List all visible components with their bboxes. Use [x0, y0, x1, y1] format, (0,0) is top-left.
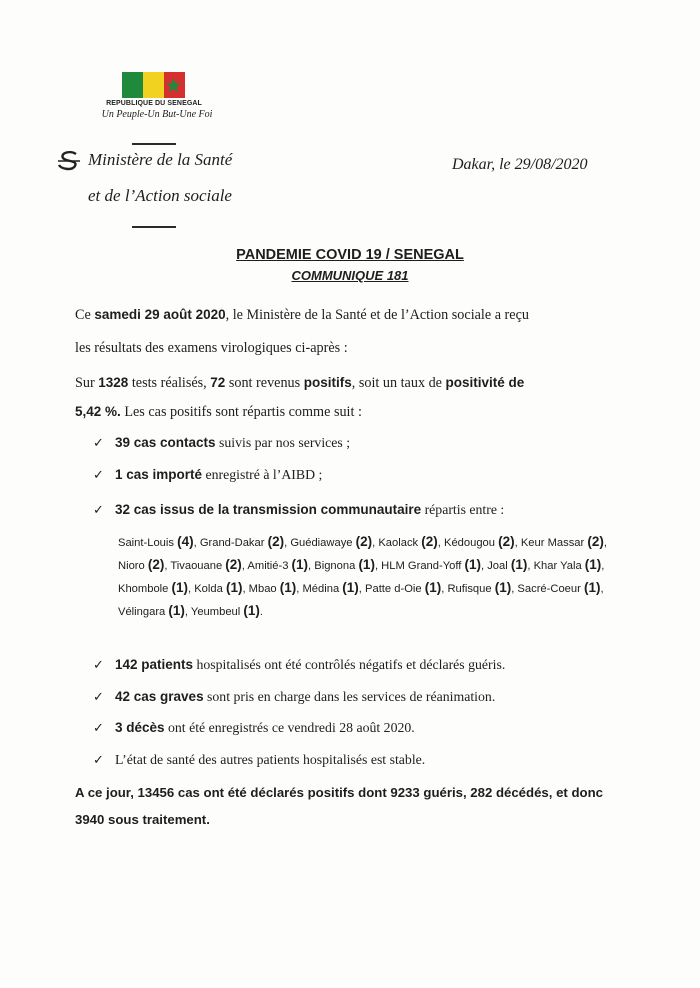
text: hospitalisés ont été contrôlés négatifs et déclarés guéris. [193, 657, 506, 672]
region-name: Patte d-Oie [365, 583, 425, 595]
region-count: (1) [171, 580, 188, 595]
region-entry [302, 580, 359, 595]
region-name: Grand-Dakar [199, 537, 268, 549]
region-count: (1) [584, 557, 602, 572]
region-entry [118, 534, 194, 549]
region-name: Vélingara [118, 606, 169, 618]
region-name: Rufisque [447, 583, 495, 595]
region-name: Khombole [118, 583, 172, 595]
text: , le Ministère de la Santé et de l’Action sociale a reçu [225, 307, 529, 323]
check-icon: ✓ [93, 657, 104, 672]
region-name: Médina [302, 583, 343, 595]
region-name: Joal [487, 560, 511, 572]
check-icon: ✓ [93, 689, 104, 704]
national-motto: Un Peuple-Un But-Une Foi [101, 109, 213, 120]
check-icon: ✓ [93, 467, 104, 482]
region-name: Khar Yala [533, 560, 585, 572]
region-entry [194, 580, 243, 595]
text-bold: 39 cas contacts [115, 435, 216, 450]
text: ont été enregistrés ce vendredi 28 août 2020. [164, 720, 415, 735]
text: suivis par nos services ; [215, 435, 351, 450]
region-entry [248, 580, 297, 595]
region-name: Kaolack [378, 537, 422, 549]
region-entry [290, 534, 373, 549]
intro-line-2 [75, 339, 348, 358]
text: sont pris en charge dans les services de réanimation. [203, 689, 496, 704]
check-icon: ✓ [93, 752, 104, 767]
text: L’état de santé des autres patients hospitalisés est stable. [115, 752, 426, 767]
region-entry [381, 557, 481, 572]
region-entry [118, 603, 185, 618]
region-entry [314, 557, 375, 572]
text: les résultats des examens virologiques ci-après : [75, 340, 348, 356]
text: Sur [75, 375, 99, 391]
region-entry [378, 534, 438, 549]
region-count: (1) [583, 580, 601, 595]
region-entry [517, 580, 601, 595]
region-name: Tivaouane [170, 560, 226, 572]
region-name: Bignona [314, 560, 359, 572]
region-name: Kolda [194, 583, 226, 595]
region-entry [487, 557, 528, 572]
text-bold: positivité de [445, 375, 525, 390]
header-rule-bottom [132, 226, 176, 228]
region-count: (4) [177, 534, 194, 549]
region-count: (2) [498, 534, 515, 549]
document-title: PANDEMIE COVID 19 / SENEGAL [236, 247, 464, 263]
list-item-recovered [115, 657, 505, 673]
text: Ce [75, 307, 95, 323]
text: tests réalisés, [128, 375, 211, 391]
list-item-severe [115, 689, 495, 705]
check-icon: ✓ [93, 720, 104, 735]
region-name: Amitié-3 [247, 560, 292, 572]
text: Les cas positifs sont répartis comme suit : [120, 404, 362, 420]
ministry-emblem-icon [56, 150, 82, 172]
region-count: (1) [168, 603, 185, 618]
region-name: Yeumbeul [190, 606, 244, 618]
region-name: Mbao [248, 583, 280, 595]
region-name: Kédougou [443, 537, 499, 549]
text-bold: 142 patients [115, 657, 194, 672]
region-count: (1) [358, 557, 375, 572]
region-count: (2) [267, 534, 285, 549]
region-count: (1) [291, 557, 309, 572]
intro-date: samedi 29 août 2020 [94, 307, 226, 322]
region-entry [533, 557, 602, 572]
star-icon [165, 77, 182, 94]
region-count: (2) [147, 557, 165, 572]
region-count: (1) [494, 580, 512, 595]
list-item-deaths [115, 720, 415, 736]
region-entry [247, 557, 309, 572]
list-item-community [115, 502, 504, 518]
intro-line-3 [75, 373, 524, 393]
region-count: (1) [510, 557, 528, 572]
region-entry [118, 557, 165, 572]
header-rule-top [132, 143, 176, 145]
region-entry [443, 534, 515, 549]
region-name: HLM Grand-Yoff [381, 560, 465, 572]
communique-number: COMMUNIQUE 181 [291, 268, 409, 283]
text: répartis entre : [421, 502, 505, 517]
region-count: (2) [587, 534, 604, 549]
flag-green-stripe [122, 72, 143, 98]
region-entry [118, 580, 188, 595]
region-count: (2) [355, 534, 373, 549]
region-name: Nioro [118, 560, 148, 572]
tests-count: 1328 [98, 375, 129, 390]
region-entry [199, 534, 285, 549]
region-count: (1) [464, 557, 481, 572]
ministry-name-line2: et de l’Action sociale [88, 186, 232, 205]
positivity-rate: 5,42 %. [75, 404, 121, 419]
region-count: (1) [243, 603, 260, 618]
region-entry [365, 580, 442, 595]
ministry-name-line1: Ministère de la Santé [88, 150, 233, 169]
text-bold: 32 cas issus de la transmission communautaire [115, 502, 422, 517]
document-date: Dakar, le 29/08/2020 [452, 156, 588, 173]
region-entry [170, 557, 242, 572]
country-name: REPUBLIQUE DU SENEGAL [106, 100, 202, 107]
region-count: (2) [225, 557, 242, 572]
intro-line-1 [75, 305, 529, 325]
intro-line-4 [75, 402, 362, 422]
text-bold: 3 décès [115, 720, 165, 735]
region-entry [520, 534, 604, 549]
list-item-stable [115, 752, 425, 768]
region-name: Saint-Louis [118, 537, 178, 549]
region-name: Sacré-Coeur [517, 583, 584, 595]
check-icon: ✓ [93, 502, 104, 517]
region-name: Keur Massar [520, 537, 588, 549]
positive-count: 72 [210, 375, 226, 390]
region-list: Saint-Louis (4), Grand-Dakar (2), Guédiawaye (2), Kaolack (2), Kédougou (2), Keur Massar (2), Nioro (2), Tivaouane (2), Amitié-3 (1), Bignona (1), HLM Grand-Yoff (1), Joal (1), Khar Yala (1), Khombole (1), Kolda (1), Mbao (1), Médina (1), Patte d-Oie (1), Rufisque (1), Sacré-Coeur (1), Vélingara (1), Yeumbeul (1). [118, 534, 607, 618]
check-icon: ✓ [93, 435, 104, 450]
region-name: Guédiawaye [290, 537, 356, 549]
text: enregistré à l’AIBD ; [202, 467, 323, 482]
region-count: (1) [225, 580, 243, 595]
text-bold: positifs [303, 375, 352, 390]
region-count: (1) [342, 580, 359, 595]
list-item-imported [115, 467, 322, 483]
summary-paragraph: A ce jour, 13456 cas ont été déclarés positifs dont 9233 guéris, 282 décédés, et donc 3940 sous traitement. [75, 785, 603, 827]
flag-yellow-stripe [143, 72, 164, 98]
region-count: (1) [279, 580, 297, 595]
text: sont revenus [225, 375, 304, 391]
text-bold: 42 cas graves [115, 689, 204, 704]
region-entry [447, 580, 512, 595]
region-entry [190, 603, 260, 618]
region-count: (1) [424, 580, 442, 595]
text-bold: 1 cas importé [115, 467, 203, 482]
text: , soit un taux de [351, 375, 446, 391]
region-count: (2) [421, 534, 438, 549]
senegal-flag [122, 72, 185, 98]
list-item-contacts [115, 435, 350, 451]
